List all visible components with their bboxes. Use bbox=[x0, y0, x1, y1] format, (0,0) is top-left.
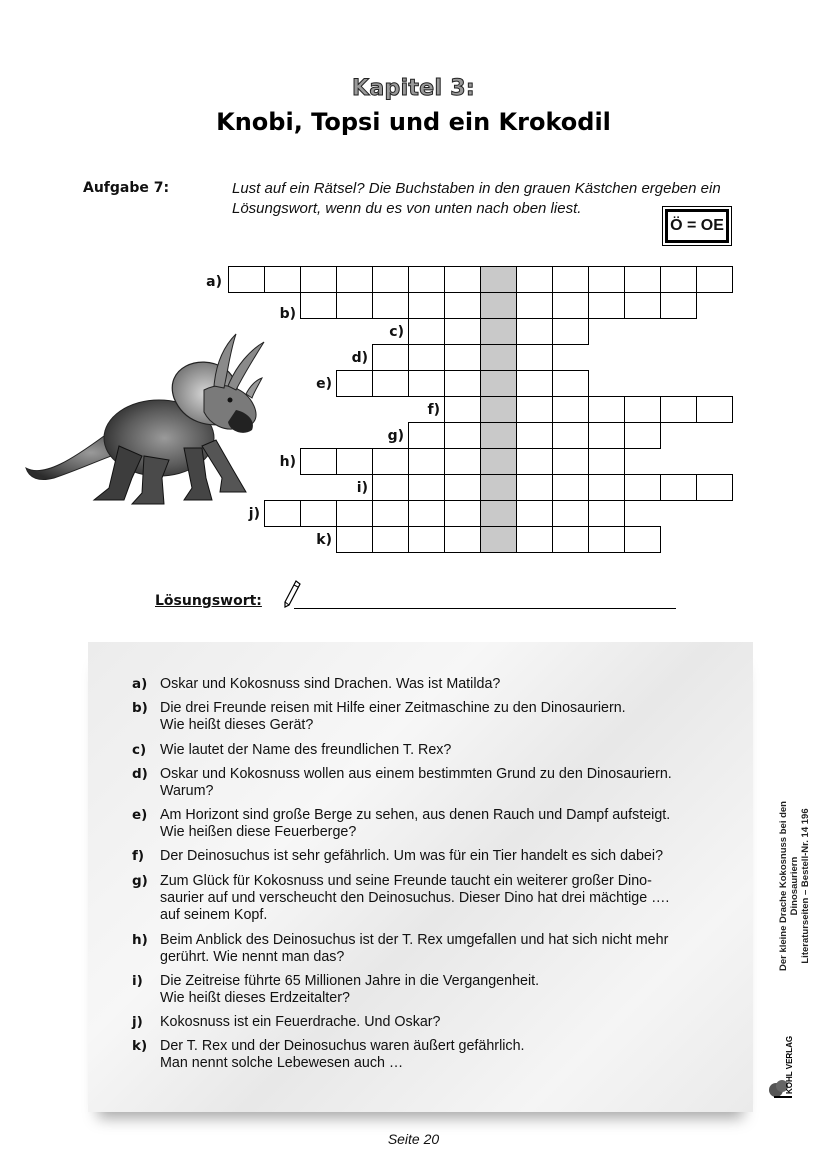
crossword-solution-cell[interactable] bbox=[480, 266, 517, 293]
crossword-cell[interactable] bbox=[408, 500, 445, 527]
question-text: Beim Anblick des Deinosuchus ist der T. Rex umgefallen und hat sich nicht mehr gerührt. Wie nennt man das? bbox=[160, 932, 669, 965]
solution-answer-line[interactable] bbox=[294, 608, 676, 609]
crossword-cell[interactable] bbox=[372, 526, 409, 553]
crossword-cell[interactable] bbox=[372, 292, 409, 319]
question-text: Oskar und Kokosnuss sind Drachen. Was ist Matilda? bbox=[160, 676, 501, 692]
crossword-cell[interactable] bbox=[624, 266, 661, 293]
question-item bbox=[132, 932, 722, 966]
crossword-cell[interactable] bbox=[624, 396, 661, 423]
crossword-cell[interactable] bbox=[552, 500, 589, 527]
question-list bbox=[132, 676, 722, 1072]
question-item bbox=[132, 1038, 722, 1072]
question-item bbox=[132, 742, 722, 759]
question-item bbox=[132, 807, 722, 841]
crossword-cell[interactable] bbox=[300, 292, 337, 319]
crossword-cell[interactable] bbox=[444, 448, 481, 475]
crossword-solution-cell[interactable] bbox=[480, 474, 517, 501]
crossword-row-label: d) bbox=[351, 350, 368, 366]
crossword-cell[interactable] bbox=[552, 422, 589, 449]
crossword-cell[interactable] bbox=[660, 474, 697, 501]
crossword-solution-cell[interactable] bbox=[480, 370, 517, 397]
crossword-cell[interactable] bbox=[372, 500, 409, 527]
crossword-cell[interactable] bbox=[336, 370, 373, 397]
question-item bbox=[132, 766, 722, 800]
crossword-cell[interactable] bbox=[696, 396, 733, 423]
task-instruction: Lust auf ein Rätsel? Die Buchstaben in den grauen Kästchen ergeben ein Lösungswort, wenn du es von unten nach oben liest. bbox=[232, 180, 721, 217]
crossword-solution-cell[interactable] bbox=[480, 396, 517, 423]
crossword-cell[interactable] bbox=[588, 292, 625, 319]
chapter-heading: Kapitel 3: bbox=[352, 76, 475, 101]
page-number: Seite 20 bbox=[387, 1131, 440, 1147]
crossword-row-label: g) bbox=[387, 428, 404, 444]
crossword-cell[interactable] bbox=[516, 422, 553, 449]
question-text: Kokosnuss ist ein Feuerdrache. Und Oskar? bbox=[160, 1014, 441, 1030]
question-text: Wie lautet der Name des freundlichen T. Rex? bbox=[160, 742, 452, 758]
question-letter: h) bbox=[132, 932, 148, 948]
crossword-row-label: b) bbox=[279, 306, 296, 322]
crossword-cell[interactable] bbox=[336, 266, 373, 293]
crossword-cell[interactable] bbox=[372, 448, 409, 475]
crossword-cell[interactable] bbox=[408, 318, 445, 345]
crossword-cell[interactable] bbox=[408, 266, 445, 293]
crossword-cell[interactable] bbox=[516, 266, 553, 293]
question-letter: d) bbox=[132, 766, 148, 782]
publisher-logo bbox=[766, 1018, 798, 1102]
crossword-row-label: f) bbox=[427, 402, 440, 418]
crossword-cell[interactable] bbox=[336, 526, 373, 553]
crossword-cell[interactable] bbox=[552, 318, 589, 345]
publisher-sidebar bbox=[778, 780, 811, 992]
crossword-cell[interactable] bbox=[588, 396, 625, 423]
crossword-row-label: c) bbox=[389, 324, 404, 340]
crossword-cell[interactable] bbox=[552, 370, 589, 397]
crossword-cell[interactable] bbox=[588, 448, 625, 475]
crossword-cell[interactable] bbox=[444, 396, 481, 423]
crossword-cell[interactable] bbox=[588, 526, 625, 553]
question-item bbox=[132, 700, 722, 734]
question-text: Der Deinosuchus ist sehr gefährlich. Um was für ein Tier handelt es sich dabei? bbox=[160, 848, 664, 864]
question-letter: i) bbox=[132, 973, 143, 989]
question-letter: j) bbox=[132, 1014, 143, 1030]
crossword-cell[interactable] bbox=[408, 448, 445, 475]
crossword-cell[interactable] bbox=[660, 266, 697, 293]
crossword-row-label: e) bbox=[316, 376, 332, 392]
crossword-cell[interactable] bbox=[660, 396, 697, 423]
crossword-cell[interactable] bbox=[624, 474, 661, 501]
crossword-cell[interactable] bbox=[444, 474, 481, 501]
task-label: Aufgabe 7: bbox=[83, 180, 170, 196]
question-text: Am Horizont sind große Berge zu sehen, aus denen Rauch und Dampf aufsteigt. Wie heißen diese Feuerberge? bbox=[160, 807, 671, 840]
question-letter: k) bbox=[132, 1038, 148, 1054]
crossword-cell[interactable] bbox=[552, 526, 589, 553]
question-letter: e) bbox=[132, 807, 148, 823]
crossword-cell[interactable] bbox=[624, 292, 661, 319]
crossword-cell[interactable] bbox=[408, 422, 445, 449]
crossword-cell[interactable] bbox=[372, 370, 409, 397]
crossword-row-label: h) bbox=[279, 454, 296, 470]
crossword-cell[interactable] bbox=[300, 266, 337, 293]
crossword-cell[interactable] bbox=[552, 396, 589, 423]
crossword-solution-cell[interactable] bbox=[480, 448, 517, 475]
crossword-cell[interactable] bbox=[588, 422, 625, 449]
crossword-cell[interactable] bbox=[624, 422, 661, 449]
triceratops-illustration bbox=[24, 328, 268, 514]
crossword-cell[interactable] bbox=[444, 422, 481, 449]
question-item bbox=[132, 848, 722, 865]
question-letter: f) bbox=[132, 848, 145, 864]
crossword-cell[interactable] bbox=[444, 370, 481, 397]
crossword-cell[interactable] bbox=[444, 266, 481, 293]
crossword-cell[interactable] bbox=[336, 448, 373, 475]
crossword-solution-cell[interactable] bbox=[480, 292, 517, 319]
crossword-cell[interactable] bbox=[264, 500, 301, 527]
crossword-cell[interactable] bbox=[696, 266, 733, 293]
crossword-cell[interactable] bbox=[696, 474, 733, 501]
question-text: Oskar und Kokosnuss wollen aus einem bestimmten Grund zu den Dinosauriern. Warum? bbox=[160, 766, 672, 799]
crossword-cell[interactable] bbox=[408, 526, 445, 553]
crossword-cell[interactable] bbox=[336, 500, 373, 527]
crossword-cell[interactable] bbox=[588, 474, 625, 501]
crossword-cell[interactable] bbox=[408, 344, 445, 371]
hint-box: Ö = OE bbox=[665, 209, 729, 243]
sidebar-book-title: Der kleine Drache Kokosnuss bei den Dinosauriern bbox=[778, 801, 800, 972]
crossword-cell[interactable] bbox=[516, 396, 553, 423]
crossword-cell[interactable] bbox=[624, 526, 661, 553]
crossword-solution-cell[interactable] bbox=[480, 500, 517, 527]
crossword-cell[interactable] bbox=[408, 474, 445, 501]
crossword-cell[interactable] bbox=[228, 266, 265, 293]
crossword-cell[interactable] bbox=[516, 474, 553, 501]
crossword-solution-cell[interactable] bbox=[480, 318, 517, 345]
crossword-cell[interactable] bbox=[516, 500, 553, 527]
crossword-cell[interactable] bbox=[372, 266, 409, 293]
question-letter: a) bbox=[132, 676, 148, 692]
question-text: Der T. Rex und der Deinosuchus waren äußert gefährlich. Man nennt solche Lebewesen auch … bbox=[160, 1038, 525, 1071]
pencil-icon bbox=[282, 579, 302, 609]
crossword-cell[interactable] bbox=[552, 474, 589, 501]
crossword-cell[interactable] bbox=[300, 500, 337, 527]
question-item bbox=[132, 973, 722, 1007]
crossword-row-label: i) bbox=[356, 480, 368, 496]
crossword-row-label: j) bbox=[248, 506, 260, 522]
crossword-row-label: a) bbox=[206, 274, 222, 290]
crossword-solution-cell[interactable] bbox=[480, 422, 517, 449]
question-text: Zum Glück für Kokosnuss und seine Freunde taucht ein weiterer großer Dino- saurier auf und verscheucht den Deinosuchus. Dieser Dino hat drei mächtige …. auf seinem Kopf. bbox=[160, 873, 670, 923]
crossword-solution-cell[interactable] bbox=[480, 526, 517, 553]
question-item bbox=[132, 1014, 722, 1031]
crossword-cell[interactable] bbox=[516, 448, 553, 475]
crossword-cell[interactable] bbox=[552, 266, 589, 293]
page-title: Knobi, Topsi und ein Krokodil bbox=[216, 108, 611, 136]
crossword-cell[interactable] bbox=[300, 448, 337, 475]
crossword-cell[interactable] bbox=[516, 292, 553, 319]
question-text: Die drei Freunde reisen mit Hilfe einer Zeitmaschine zu den Dinosauriern. Wie heißt dieses Gerät? bbox=[160, 700, 626, 733]
solution-label: Lösungswort: bbox=[155, 593, 262, 609]
crossword-cell[interactable] bbox=[336, 292, 373, 319]
crossword-solution-cell[interactable] bbox=[480, 344, 517, 371]
svg-text:KOHL VERLAG: KOHL VERLAG bbox=[785, 1035, 794, 1094]
crossword-cell[interactable] bbox=[372, 474, 409, 501]
crossword-cell[interactable] bbox=[264, 266, 301, 293]
crossword-cell[interactable] bbox=[516, 526, 553, 553]
crossword-cell[interactable] bbox=[408, 370, 445, 397]
sidebar-order-number: Literaturseiten – Bestell-Nr. 14 196 bbox=[800, 808, 811, 964]
crossword-cell[interactable] bbox=[516, 344, 553, 371]
question-letter: c) bbox=[132, 742, 147, 758]
crossword-cell[interactable] bbox=[444, 318, 481, 345]
question-letter: g) bbox=[132, 873, 148, 889]
crossword-row-label: k) bbox=[316, 532, 332, 548]
question-item bbox=[132, 873, 722, 924]
crossword-cell[interactable] bbox=[408, 292, 445, 319]
crossword-cell[interactable] bbox=[444, 500, 481, 527]
crossword-cell[interactable] bbox=[372, 344, 409, 371]
crossword-cell[interactable] bbox=[588, 500, 625, 527]
crossword-cell[interactable] bbox=[552, 448, 589, 475]
question-item bbox=[132, 676, 722, 693]
crossword-cell[interactable] bbox=[660, 292, 697, 319]
crossword-cell[interactable] bbox=[516, 318, 553, 345]
crossword-cell[interactable] bbox=[444, 292, 481, 319]
crossword-cell[interactable] bbox=[552, 292, 589, 319]
crossword-cell[interactable] bbox=[444, 344, 481, 371]
question-letter: b) bbox=[132, 700, 148, 716]
crossword-cell[interactable] bbox=[516, 370, 553, 397]
question-text: Die Zeitreise führte 65 Millionen Jahre in die Vergangenheit. Wie heißt dieses Erdzeitalter? bbox=[160, 973, 540, 1006]
crossword-cell[interactable] bbox=[444, 526, 481, 553]
crossword-cell[interactable] bbox=[588, 266, 625, 293]
